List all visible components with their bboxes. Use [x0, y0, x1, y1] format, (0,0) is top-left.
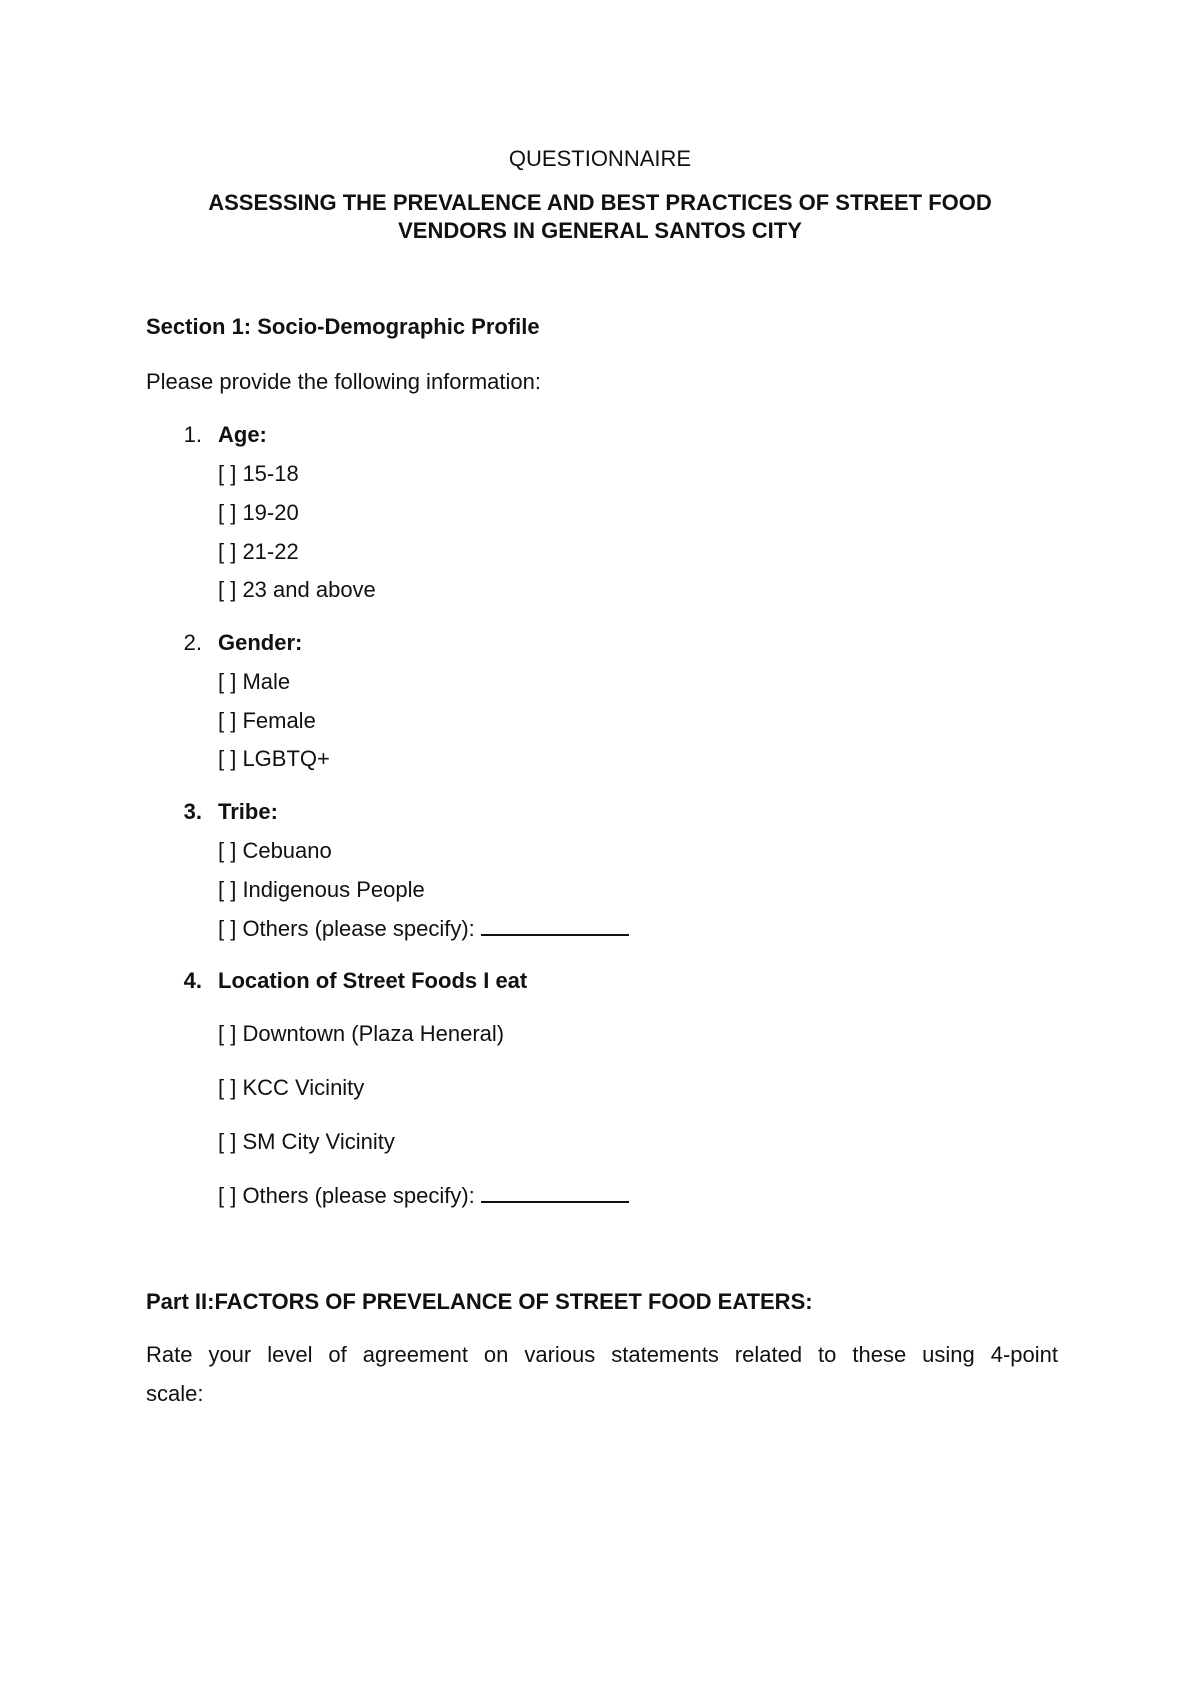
- location-others-blank-field[interactable]: [481, 1183, 629, 1203]
- age-option-23-and-above[interactable]: [ ] 23 and above: [218, 577, 376, 602]
- tribe-option-others-row: [218, 916, 629, 942]
- question-1-label: Age:: [218, 422, 267, 447]
- part-2-heading: Part II:FACTORS OF PREVELANCE OF STREET FOOD EATERS:: [146, 1289, 813, 1314]
- location-option-others[interactable]: [ ] Others (please specify):: [218, 1183, 475, 1208]
- question-3-label: Tribe:: [218, 799, 278, 824]
- section-1-instruction: Please provide the following information:: [146, 369, 542, 394]
- location-option-sm-city-vicinity[interactable]: [ ] SM City Vicinity: [218, 1129, 395, 1154]
- question-3-number: 3.: [183, 799, 202, 824]
- age-option-19-20[interactable]: [ ] 19-20: [218, 500, 299, 525]
- location-option-kcc-vicinity[interactable]: [ ] KCC Vicinity: [218, 1075, 365, 1100]
- gender-option-lgbtq[interactable]: [ ] LGBTQ+: [218, 746, 330, 771]
- tribe-option-indigenous-people[interactable]: [ ] Indigenous People: [218, 877, 425, 902]
- location-option-others-row: [218, 1183, 629, 1209]
- document-subtitle-line-1: ASSESSING THE PREVALENCE AND BEST PRACTICES OF STREET FOOD: [208, 190, 992, 215]
- tribe-option-cebuano[interactable]: [ ] Cebuano: [218, 838, 332, 863]
- tribe-others-blank-field[interactable]: [481, 916, 629, 936]
- question-4-number: 4.: [183, 968, 202, 993]
- location-option-downtown[interactable]: [ ] Downtown (Plaza Heneral): [218, 1021, 505, 1046]
- age-option-21-22[interactable]: [ ] 21-22: [218, 539, 299, 564]
- tribe-option-others[interactable]: [ ] Others (please specify):: [218, 916, 475, 941]
- age-option-15-18[interactable]: [ ] 15-18: [218, 461, 299, 486]
- gender-option-male[interactable]: [ ] Male: [218, 669, 291, 694]
- document-subtitle-line-2: VENDORS IN GENERAL SANTOS CITY: [398, 218, 802, 243]
- question-4-label: Location of Street Foods I eat: [218, 968, 528, 993]
- question-2-number: 2.: [183, 630, 202, 655]
- document-title: QUESTIONNAIRE: [508, 146, 692, 171]
- question-2-label: Gender:: [218, 630, 303, 655]
- section-1-heading: Section 1: Socio-Demographic Profile: [146, 314, 540, 339]
- gender-option-female[interactable]: [ ] Female: [218, 708, 316, 733]
- part-2-instruction-line-2: scale:: [146, 1381, 204, 1406]
- part-2-instruction-line-1: Rate your level of agreement on various statements related to these using 4-point: [146, 1342, 1058, 1367]
- question-1-number: 1.: [183, 422, 202, 447]
